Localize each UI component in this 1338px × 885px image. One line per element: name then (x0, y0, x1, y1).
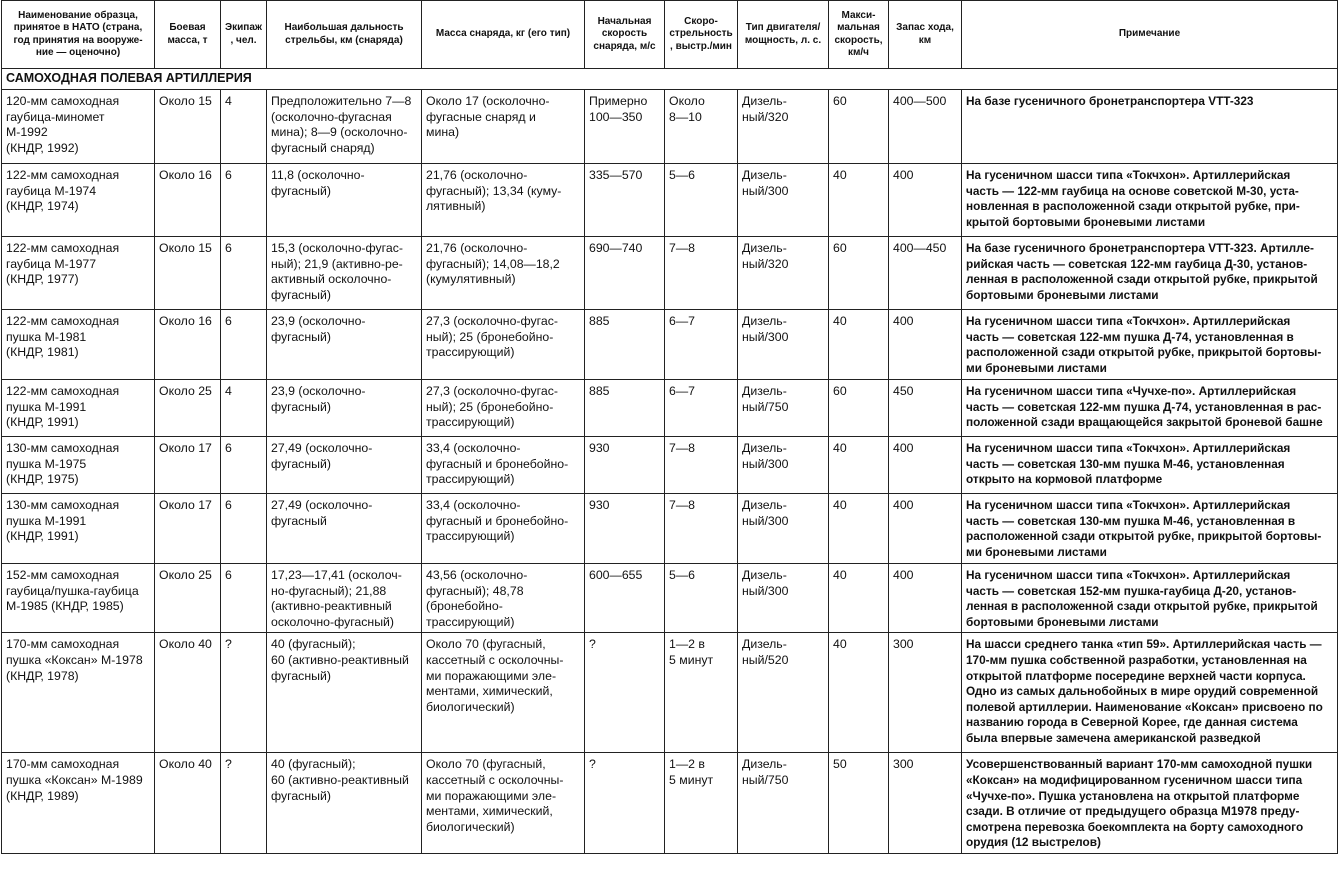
cell-range-km (889, 437, 962, 494)
cell-range-km-text: 400 (893, 498, 914, 512)
cell-max-speed (829, 310, 889, 380)
cell-shell-mass-text: 21,76 (осколочно- фугасный); 14,08—18,2 (кумулятивный) (426, 241, 560, 287)
cell-crew (221, 753, 267, 854)
cell-crew-text: 6 (225, 498, 232, 512)
cell-muzzle-velocity-text: 885 (589, 314, 610, 328)
cell-name-text: 170-мм самоходная пушка «Коксан» М-1978 (КНДР, 1978) (6, 637, 143, 683)
cell-crew-text: 4 (225, 94, 232, 108)
cell-shell-mass-text: Около 70 (фугасный, кассетный с осколочны- ми поражающими эле- ментами, химический, биологический) (426, 757, 564, 834)
cell-engine-text: Дизель- ный/750 (742, 757, 789, 787)
cell-name-text: 130-мм самоходная пушка М-1991 (КНДР, 1991) (6, 498, 120, 544)
cell-rate-of-fire-text: Около 8—10 (669, 94, 705, 124)
cell-muzzle-velocity-text: Примерно 100—350 (589, 94, 648, 124)
cell-name (2, 633, 155, 753)
cell-range-km (889, 633, 962, 753)
cell-crew-text: 6 (225, 241, 232, 255)
cell-mass (155, 633, 221, 753)
cell-range-text: 17,23—17,41 (осколоч- но-фугасный); 21,88 (активно-реактивный осколочно-фугасный) (271, 568, 402, 629)
cell-rate-of-fire (665, 90, 738, 164)
header-engine: Тип двигателя/ мощность, л. с. (738, 1, 829, 69)
cell-range-text: 27,49 (осколочно- фугасный) (271, 441, 373, 471)
cell-crew (221, 310, 267, 380)
cell-mass (155, 564, 221, 633)
cell-engine (738, 310, 829, 380)
cell-rate-of-fire (665, 494, 738, 564)
header-muzzle-velocity: Начальная скорость снаряда, м/с (585, 1, 665, 69)
cell-range (267, 564, 422, 633)
cell-max-speed-text: 40 (833, 441, 847, 455)
cell-rate-of-fire-text: 1—2 в 5 минут (669, 757, 714, 787)
cell-name (2, 753, 155, 854)
cell-crew (221, 90, 267, 164)
cell-engine (738, 633, 829, 753)
cell-range-km-text: 400 (893, 441, 914, 455)
cell-shell-mass-text: 33,4 (осколочно- фугасный и бронебойно- трассирующий) (426, 441, 569, 487)
cell-max-speed-text: 40 (833, 168, 847, 182)
table-row (2, 633, 1338, 753)
cell-note-text: На гусеничном шасси типа «Токчхон». Артиллерийская часть — советская 152-мм пушка-гаубица Д-20, установ- ленная в расположенной сзади открытой рубке, прикрытой бортовыми броневыми листами (966, 568, 1318, 629)
header-crew: Экипаж, чел. (221, 1, 267, 69)
cell-engine-text: Дизель- ный/300 (742, 498, 789, 528)
header-name: Наименование образца, принятое в НАТО (страна, год принятия на вооруже-ние — оценочно) (2, 1, 155, 69)
cell-mass (155, 310, 221, 380)
cell-range-km (889, 380, 962, 437)
table-row (2, 494, 1338, 564)
cell-shell-mass-text: 33,4 (осколочно- фугасный и бронебойно- трассирующий) (426, 498, 569, 544)
cell-name (2, 494, 155, 564)
cell-mass (155, 494, 221, 564)
cell-max-speed (829, 90, 889, 164)
cell-crew (221, 564, 267, 633)
cell-max-speed-text: 60 (833, 241, 847, 255)
cell-mass (155, 90, 221, 164)
cell-name-text: 122-мм самоходная пушка М-1981 (КНДР, 1981) (6, 314, 120, 360)
cell-mass-text: Около 16 (159, 314, 212, 328)
cell-crew (221, 380, 267, 437)
cell-name-text: 122-мм самоходная гаубица М-1974 (КНДР, 1974) (6, 168, 120, 214)
cell-name-text: 130-мм самоходная пушка М-1975 (КНДР, 1975) (6, 441, 120, 487)
cell-rate-of-fire-text: 6—7 (669, 384, 695, 398)
cell-range-text: Предположительно 7—8 (осколочно-фугасная мина); 8—9 (осколочно- фугасный снаряд) (271, 94, 412, 155)
cell-shell-mass (422, 494, 585, 564)
header-note: Примечание (962, 1, 1338, 69)
cell-name-text: 152-мм самоходная гаубица/пушка-гаубица М-1985 (КНДР, 1985) (6, 568, 139, 614)
header-row (2, 1, 1338, 69)
cell-mass-text: Около 17 (159, 498, 212, 512)
table-row (2, 164, 1338, 237)
cell-range-km (889, 164, 962, 237)
cell-range-km-text: 400 (893, 168, 914, 182)
cell-shell-mass (422, 90, 585, 164)
cell-shell-mass (422, 380, 585, 437)
cell-range-km (889, 564, 962, 633)
table-body (2, 69, 1338, 854)
cell-crew-text: 4 (225, 384, 232, 398)
section-row (2, 69, 1338, 90)
cell-shell-mass (422, 310, 585, 380)
cell-max-speed (829, 237, 889, 310)
cell-muzzle-velocity (585, 380, 665, 437)
cell-crew (221, 494, 267, 564)
cell-muzzle-velocity (585, 753, 665, 854)
cell-name (2, 90, 155, 164)
cell-muzzle-velocity-text: 690—740 (589, 241, 643, 255)
cell-mass (155, 237, 221, 310)
cell-note-text: Усовершенствованный вариант 170-мм самоходной пушки «Коксан» на модифицированном гусеничном шасси типа «Чучхе-по». Пушка установлена на открытой платформе сзади. В отличие от предыдущего образца М1978 преду- смотрена перевозка боекомплекта на борту самоходного орудия (12 выстрелов) (966, 757, 1313, 850)
cell-shell-mass (422, 164, 585, 237)
cell-range-km-text: 400 (893, 568, 914, 582)
cell-name (2, 164, 155, 237)
cell-max-speed (829, 164, 889, 237)
cell-rate-of-fire (665, 310, 738, 380)
cell-max-speed-text: 60 (833, 384, 847, 398)
cell-crew-text: ? (225, 637, 232, 652)
cell-mass-text: Около 16 (159, 168, 212, 182)
cell-note (962, 564, 1338, 633)
cell-crew-text: 6 (225, 168, 232, 182)
cell-muzzle-velocity-text: 930 (589, 498, 610, 512)
cell-range-text: 40 (фугасный); 60 (активно-реактивный фугасный) (271, 637, 409, 683)
cell-range-text: 23,9 (осколочно- фугасный) (271, 384, 366, 414)
cell-mass (155, 437, 221, 494)
section-title: САМОХОДНАЯ ПОЛЕВАЯ АРТИЛЛЕРИЯ (2, 69, 1338, 90)
cell-engine-text: Дизель- ный/320 (742, 241, 789, 271)
artillery-table (1, 0, 1338, 854)
cell-range-km-text: 300 (893, 637, 914, 652)
cell-engine (738, 753, 829, 854)
cell-muzzle-velocity (585, 494, 665, 564)
cell-note (962, 237, 1338, 310)
cell-name (2, 380, 155, 437)
cell-muzzle-velocity-text: 600—655 (589, 568, 643, 582)
cell-max-speed (829, 380, 889, 437)
cell-range (267, 380, 422, 437)
cell-shell-mass (422, 633, 585, 753)
cell-rate-of-fire-text: 6—7 (669, 314, 695, 328)
cell-max-speed (829, 494, 889, 564)
cell-note (962, 164, 1338, 237)
cell-crew-text: 6 (225, 441, 232, 455)
cell-note (962, 90, 1338, 164)
cell-name-text: 122-мм самоходная пушка М-1991 (КНДР, 1991) (6, 384, 120, 430)
cell-max-speed (829, 633, 889, 753)
cell-crew-text: ? (225, 757, 232, 772)
cell-range (267, 237, 422, 310)
cell-shell-mass (422, 437, 585, 494)
cell-rate-of-fire-text: 5—6 (669, 568, 695, 582)
cell-mass-text: Около 17 (159, 441, 212, 455)
cell-name-text: 120-мм самоходная гаубица-миномет М-1992 (КНДР, 1992) (6, 94, 120, 155)
table-row (2, 437, 1338, 494)
cell-muzzle-velocity (585, 164, 665, 237)
cell-note-text: На гусеничном шасси типа «Токчхон». Артиллерийская часть — советская 122-мм пушка Д-74, установленная в расположенной сзади открытой рубке, прикрытой бортовы- ми броневыми листами (966, 314, 1322, 375)
cell-note (962, 633, 1338, 753)
cell-range-text: 27,49 (осколочно- фугасный (271, 498, 373, 528)
header-max-speed: Макси-мальная скорость, км/ч (829, 1, 889, 69)
cell-crew (221, 437, 267, 494)
header-shell-mass: Масса снаряда, кг (его тип) (422, 1, 585, 69)
cell-rate-of-fire-text: 1—2 в 5 минут (669, 637, 714, 667)
cell-engine-text: Дизель- ный/300 (742, 314, 789, 344)
header-range: Наибольшая дальность стрельбы, км (снаряда) (267, 1, 422, 69)
cell-range-km (889, 310, 962, 380)
cell-note-text: На гусеничном шасси типа «Токчхон». Артиллерийская часть — 122-мм гаубица на основе советской М-30, уста- новленная в расположенной сзади открытой рубке, при- крытой бортовыми броневыми листами (966, 168, 1300, 229)
cell-engine (738, 564, 829, 633)
cell-crew-text: 6 (225, 568, 232, 582)
cell-engine (738, 237, 829, 310)
cell-note-text: На гусеничном шасси типа «Токчхон». Артиллерийская часть — советская 130-мм пушка М-46, установленная в расположенной сзади открытой рубке, прикрытой бортовы- ми броневыми листами (966, 498, 1322, 559)
cell-range (267, 90, 422, 164)
table-row (2, 90, 1338, 164)
cell-range-km (889, 494, 962, 564)
cell-range-text: 23,9 (осколочно- фугасный) (271, 314, 366, 344)
cell-crew (221, 633, 267, 753)
header-rate-of-fire: Скоро-стрельность, выстр./мин (665, 1, 738, 69)
cell-max-speed (829, 753, 889, 854)
cell-note (962, 310, 1338, 380)
cell-mass-text: Около 15 (159, 241, 212, 255)
cell-shell-mass-text: Около 70 (фугасный, кассетный с осколочны- ми поражающими эле- ментами, химический, биологический) (426, 637, 564, 714)
cell-name (2, 237, 155, 310)
cell-range (267, 633, 422, 753)
cell-muzzle-velocity (585, 437, 665, 494)
cell-muzzle-velocity-text: ? (589, 757, 596, 772)
cell-note (962, 753, 1338, 854)
cell-muzzle-velocity-text: 885 (589, 384, 610, 398)
cell-range-text: 15,3 (осколочно-фугас- ный); 21,9 (активно-ре- активный осколочно- фугасный) (271, 241, 403, 302)
cell-muzzle-velocity-text: 930 (589, 441, 610, 455)
cell-rate-of-fire-text: 7—8 (669, 441, 695, 455)
cell-max-speed-text: 60 (833, 94, 847, 108)
cell-shell-mass (422, 753, 585, 854)
header-range-km: Запас хода, км (889, 1, 962, 69)
cell-mass (155, 380, 221, 437)
cell-range (267, 494, 422, 564)
cell-range (267, 437, 422, 494)
cell-muzzle-velocity-text: ? (589, 637, 596, 652)
cell-max-speed-text: 40 (833, 637, 847, 652)
cell-max-speed (829, 564, 889, 633)
cell-rate-of-fire (665, 564, 738, 633)
cell-note (962, 494, 1338, 564)
cell-range-km (889, 237, 962, 310)
cell-note (962, 380, 1338, 437)
cell-muzzle-velocity (585, 237, 665, 310)
cell-rate-of-fire (665, 164, 738, 237)
table-row (2, 380, 1338, 437)
cell-rate-of-fire (665, 753, 738, 854)
cell-range-text: 11,8 (осколочно- фугасный) (271, 168, 365, 198)
table-row (2, 564, 1338, 633)
cell-max-speed (829, 437, 889, 494)
cell-crew (221, 237, 267, 310)
cell-range-km-text: 400—450 (893, 241, 947, 255)
cell-range-km-text: 400—500 (893, 94, 947, 108)
cell-note-text: На базе гусеничного бронетранспортера VTT-323. Артилле- рийская часть — советская 122-мм гаубица Д-30, установ- ленная в расположенной сзади открытой рубке, прикрытой бортовыми броневыми листами (966, 241, 1318, 302)
cell-engine-text: Дизель- ный/300 (742, 568, 789, 598)
cell-range (267, 310, 422, 380)
cell-shell-mass-text: 21,76 (осколочно- фугасный); 13,34 (куму- лятивный) (426, 168, 562, 214)
cell-shell-mass (422, 564, 585, 633)
cell-shell-mass-text: 43,56 (осколочно- фугасный); 48,78 (бронебойно- трассирующий) (426, 568, 528, 629)
cell-mass (155, 753, 221, 854)
cell-rate-of-fire (665, 633, 738, 753)
cell-range-km (889, 90, 962, 164)
cell-mass-text: Около 15 (159, 94, 212, 108)
cell-engine-text: Дизель- ный/520 (742, 637, 789, 667)
cell-shell-mass-text: 27,3 (осколочно-фугас- ный); 25 (бронебойно- трассирующий) (426, 384, 558, 430)
cell-note (962, 437, 1338, 494)
cell-range-km-text: 400 (893, 314, 914, 328)
cell-muzzle-velocity (585, 633, 665, 753)
cell-name (2, 310, 155, 380)
cell-engine-text: Дизель- ный/300 (742, 168, 789, 198)
cell-muzzle-velocity-text: 335—570 (589, 168, 643, 182)
cell-rate-of-fire-text: 7—8 (669, 241, 695, 255)
cell-muzzle-velocity (585, 564, 665, 633)
cell-name (2, 437, 155, 494)
cell-rate-of-fire-text: 5—6 (669, 168, 695, 182)
cell-rate-of-fire (665, 237, 738, 310)
cell-engine (738, 164, 829, 237)
cell-engine (738, 437, 829, 494)
cell-range (267, 753, 422, 854)
cell-engine (738, 380, 829, 437)
cell-crew (221, 164, 267, 237)
table-row (2, 237, 1338, 310)
cell-mass-text: Около 40 (159, 757, 212, 772)
cell-max-speed-text: 50 (833, 757, 847, 772)
cell-note-text: На базе гусеничного бронетранспортера VTT-323 (966, 94, 1254, 108)
cell-max-speed-text: 40 (833, 498, 847, 512)
cell-engine (738, 90, 829, 164)
cell-engine (738, 494, 829, 564)
cell-engine-text: Дизель- ный/300 (742, 441, 789, 471)
cell-name-text: 170-мм самоходная пушка «Коксан» М-1989 (КНДР, 1989) (6, 757, 143, 803)
cell-name-text: 122-мм самоходная гаубица М-1977 (КНДР, 1977) (6, 241, 120, 287)
cell-range-km (889, 753, 962, 854)
cell-max-speed-text: 40 (833, 568, 847, 582)
cell-rate-of-fire (665, 437, 738, 494)
cell-mass-text: Около 25 (159, 384, 212, 398)
cell-rate-of-fire (665, 380, 738, 437)
cell-shell-mass-text: 27,3 (осколочно-фугас- ный); 25 (бронебойно- трассирующий) (426, 314, 558, 360)
cell-range (267, 164, 422, 237)
cell-note-text: На гусеничном шасси типа «Чучхе-по». Артиллерийская часть — советская 122-мм пушка Д-74, установленная в рас- положенной сзади вращающейся закрытой броневой башне (966, 384, 1323, 430)
cell-rate-of-fire-text: 7—8 (669, 498, 695, 512)
cell-mass-text: Около 25 (159, 568, 212, 582)
cell-mass-text: Около 40 (159, 637, 212, 652)
cell-note-text: На гусеничном шасси типа «Токчхон». Артиллерийская часть — советская 130-мм пушка М-46, установленная открыто на кормовой платформе (966, 441, 1291, 487)
table-row (2, 753, 1338, 854)
cell-engine-text: Дизель- ный/320 (742, 94, 789, 124)
cell-crew-text: 6 (225, 314, 232, 328)
cell-engine-text: Дизель- ный/750 (742, 384, 789, 414)
header-mass: Боевая масса, т (155, 1, 221, 69)
cell-note-text: На шасси среднего танка «тип 59». Артиллерийская часть — 170-мм пушка собственной разработки, установленная на открытой платформе посередине верхней части корпуса. Одно из самых дальнобойных в мире орудий современной полевой артиллерии. Наименование «Коксан» присвоено по названию города в Северной Корее, где данная система была впервые замечена американской разведкой (966, 637, 1323, 745)
cell-shell-mass-text: Около 17 (осколочно- фугасные снаряд и мина) (426, 94, 550, 140)
cell-muzzle-velocity (585, 310, 665, 380)
cell-range-text: 40 (фугасный); 60 (активно-реактивный фугасный) (271, 757, 409, 803)
cell-name (2, 564, 155, 633)
cell-range-km-text: 450 (893, 384, 914, 398)
cell-mass (155, 164, 221, 237)
cell-shell-mass (422, 237, 585, 310)
table-row (2, 310, 1338, 380)
cell-muzzle-velocity (585, 90, 665, 164)
cell-max-speed-text: 40 (833, 314, 847, 328)
cell-range-km-text: 300 (893, 757, 914, 772)
